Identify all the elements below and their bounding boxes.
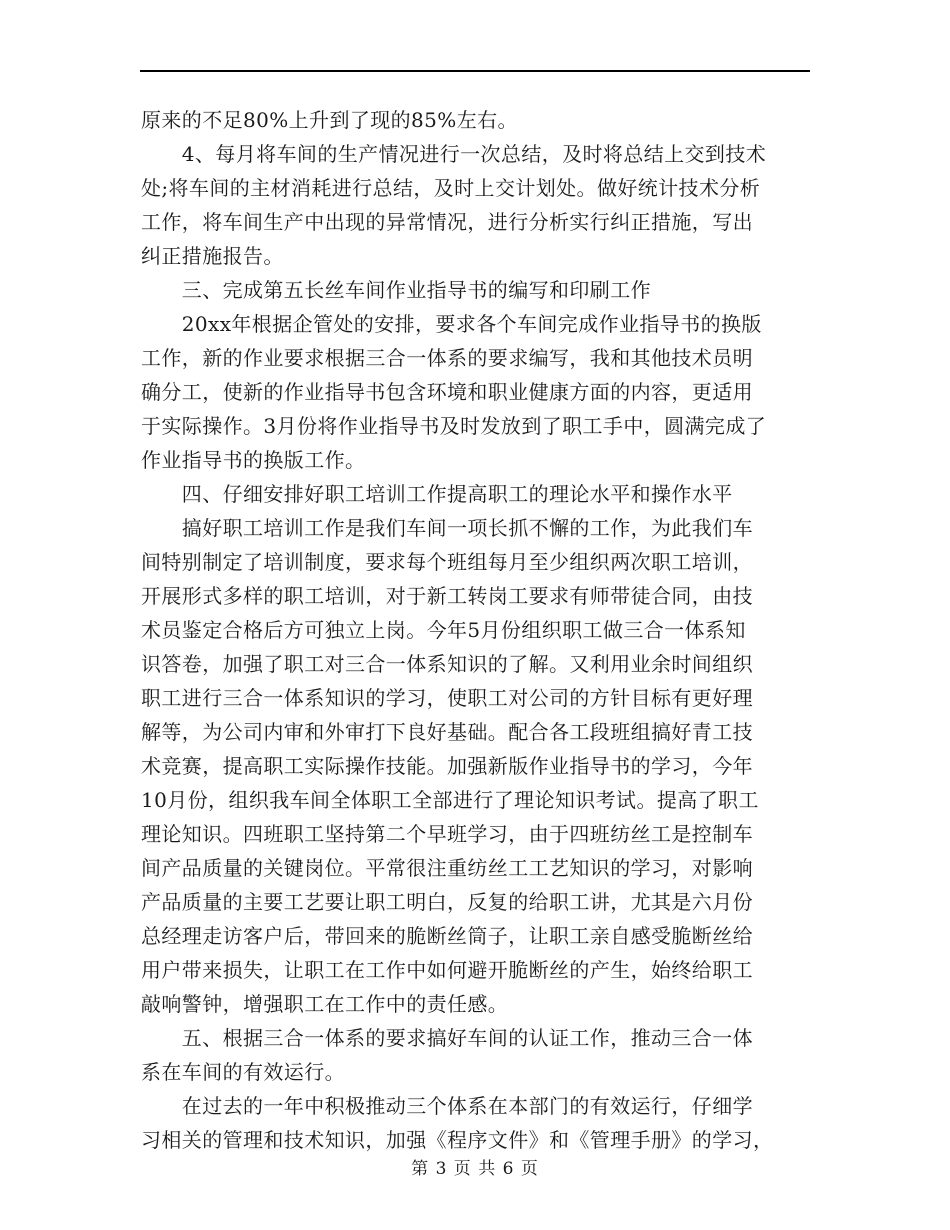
text-line: 习相关的管理和技术知识，加强《程序文件》和《管理手册》的学习， — [141, 1128, 774, 1152]
text-line: 作业指导书的换版工作。 — [141, 448, 366, 472]
text-line: 用户带来损失，让职工在工作中如何避开脆断丝的产生，始终给职工 — [141, 958, 753, 982]
text-line: 系在车间的有效运行。 — [141, 1060, 345, 1084]
section-heading: 五、根据三合一体系的要求搞好车间的认证工作，推动三合一体 — [141, 1026, 753, 1050]
text-line: 20xx年根据企管处的安排，要求各个车间完成作业指导书的换版 — [141, 312, 762, 336]
text-line: 间特别制定了培训制度，要求每个班组每月至少组织两次职工培训， — [141, 550, 753, 574]
text-line: 4、每月将车间的生产情况进行一次总结，及时将总结上交到技术 — [141, 142, 767, 166]
text-line: 职工进行三合一体系知识的学习，使职工对公司的方针目标有更好理 — [141, 686, 753, 710]
page-number: 第 3 页 共 6 页 — [411, 1159, 539, 1179]
text-line: 间产品质量的关键岗位。平常很注重纺丝工工艺知识的学习，对影响 — [141, 856, 753, 880]
header-rule — [140, 70, 810, 72]
text-line: 纠正措施报告。 — [141, 244, 284, 268]
text-line: 于实际操作。3月份将作业指导书及时发放到了职工手中，圆满完成了 — [141, 414, 767, 438]
text-line: 确分工，使新的作业指导书包含环境和职业健康方面的内容，更适用 — [141, 380, 753, 404]
text-line: 开展形式多样的职工培训，对于新工转岗工要求有师带徒合同，由技 — [141, 584, 753, 608]
text-line: 术竞赛，提高职工实际操作技能。加强新版作业指导书的学习，今年 — [141, 754, 753, 778]
text-line: 原来的不足80%上升到了现的85%左右。 — [141, 108, 518, 132]
section-heading: 四、仔细安排好职工培训工作提高职工的理论水平和操作水平 — [141, 482, 733, 506]
text-line: 10月份，组织我车间全体职工全部进行了理论知识考试。提高了职工 — [141, 788, 759, 812]
text-line: 工作，将车间生产中出现的异常情况，进行分析实行纠正措施，写出 — [141, 210, 753, 234]
text-line: 产品质量的主要工艺要让职工明白，反复的给职工讲，尤其是六月份 — [141, 890, 753, 914]
text-line: 解等，为公司内审和外审打下良好基础。配合各工段班组搞好青工技 — [141, 720, 753, 744]
text-line: 术员鉴定合格后方可独立上岗。今年5月份组织职工做三合一体系知 — [141, 618, 746, 642]
text-line: 工作，新的作业要求根据三合一体系的要求编写，我和其他技术员明 — [141, 346, 753, 370]
text-line: 敲响警钟，增强职工在工作中的责任感。 — [141, 992, 509, 1016]
document-body — [141, 103, 811, 1157]
text-line: 处;将车间的主材消耗进行总结，及时上交计划处。做好统计技术分析 — [141, 176, 761, 200]
section-heading: 三、完成第五长丝车间作业指导书的编写和印刷工作 — [141, 278, 651, 302]
text-line: 理论知识。四班职工坚持第二个早班学习，由于四班纺丝工是控制车 — [141, 822, 753, 846]
text-line: 识答卷，加强了职工对三合一体系知识的了解。又利用业余时间组织 — [141, 652, 753, 676]
text-line: 搞好职工培训工作是我们车间一项长抓不懈的工作，为此我们车 — [141, 516, 753, 540]
text-line: 总经理走访客户后，带回来的脆断丝筒子，让职工亲自感受脆断丝给 — [141, 924, 753, 948]
text-line: 在过去的一年中积极推动三个体系在本部门的有效运行，仔细学 — [141, 1094, 753, 1118]
